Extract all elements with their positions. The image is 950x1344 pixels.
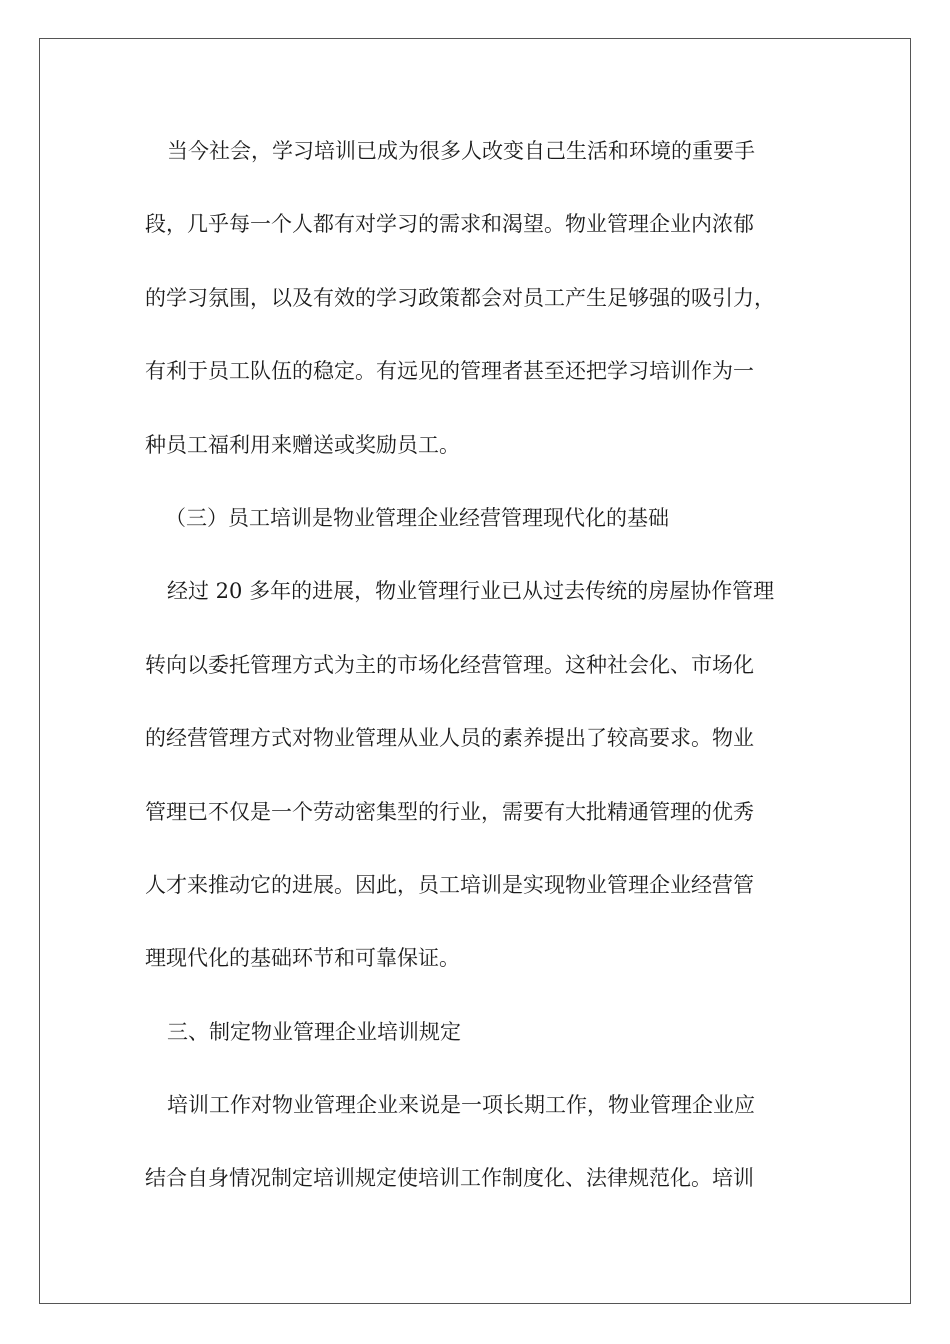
text-line: 管理已不仅是一个劳动密集型的行业，需要有大批精通管理的优秀: [145, 799, 754, 824]
text-line: 的经营管理方式对物业管理从业人员的素养提出了较高要求。物业: [145, 726, 754, 751]
text-line: 有利于员工队伍的稳定。有远见的管理者甚至还把学习培训作为一: [145, 359, 754, 384]
text-line: 培训工作对物业管理企业来说是一项长期工作，物业管理企业应: [167, 1093, 755, 1118]
text-line: 当今社会，学习培训已成为很多人改变自己生活和环境的重要手: [167, 139, 755, 163]
text-line: 段，几乎每一个人都有对学习的需求和渴望。物业管理企业内浓郁: [145, 212, 754, 237]
section-heading: （三）员工培训是物业管理企业经营管理现代化的基础: [165, 505, 669, 530]
text-line: 转向以委托管理方式为主的市场化经营管理。这种社会化、市场化: [145, 652, 754, 677]
text-line: 经过 20 多年的进展，物业管理行业已从过去传统的房屋协作管理: [167, 579, 775, 604]
section-heading: 三、制定物业管理企业培训规定: [167, 1019, 461, 1044]
text-line: 结合自身情况制定培训规定使培训工作制度化、法律规范化。培训: [145, 1166, 754, 1191]
text-line: 的学习氛围，以及有效的学习政策都会对员工产生足够强的吸引力，: [145, 285, 775, 310]
text-line: 人才来推动它的进展。因此，员工培训是实现物业管理企业经营管: [145, 872, 754, 897]
document-body: [145, 128, 805, 1229]
text-line: 种员工福利用来赠送或奖励员工。: [145, 432, 460, 457]
text-line: 理现代化的基础环节和可靠保证。: [145, 946, 460, 971]
